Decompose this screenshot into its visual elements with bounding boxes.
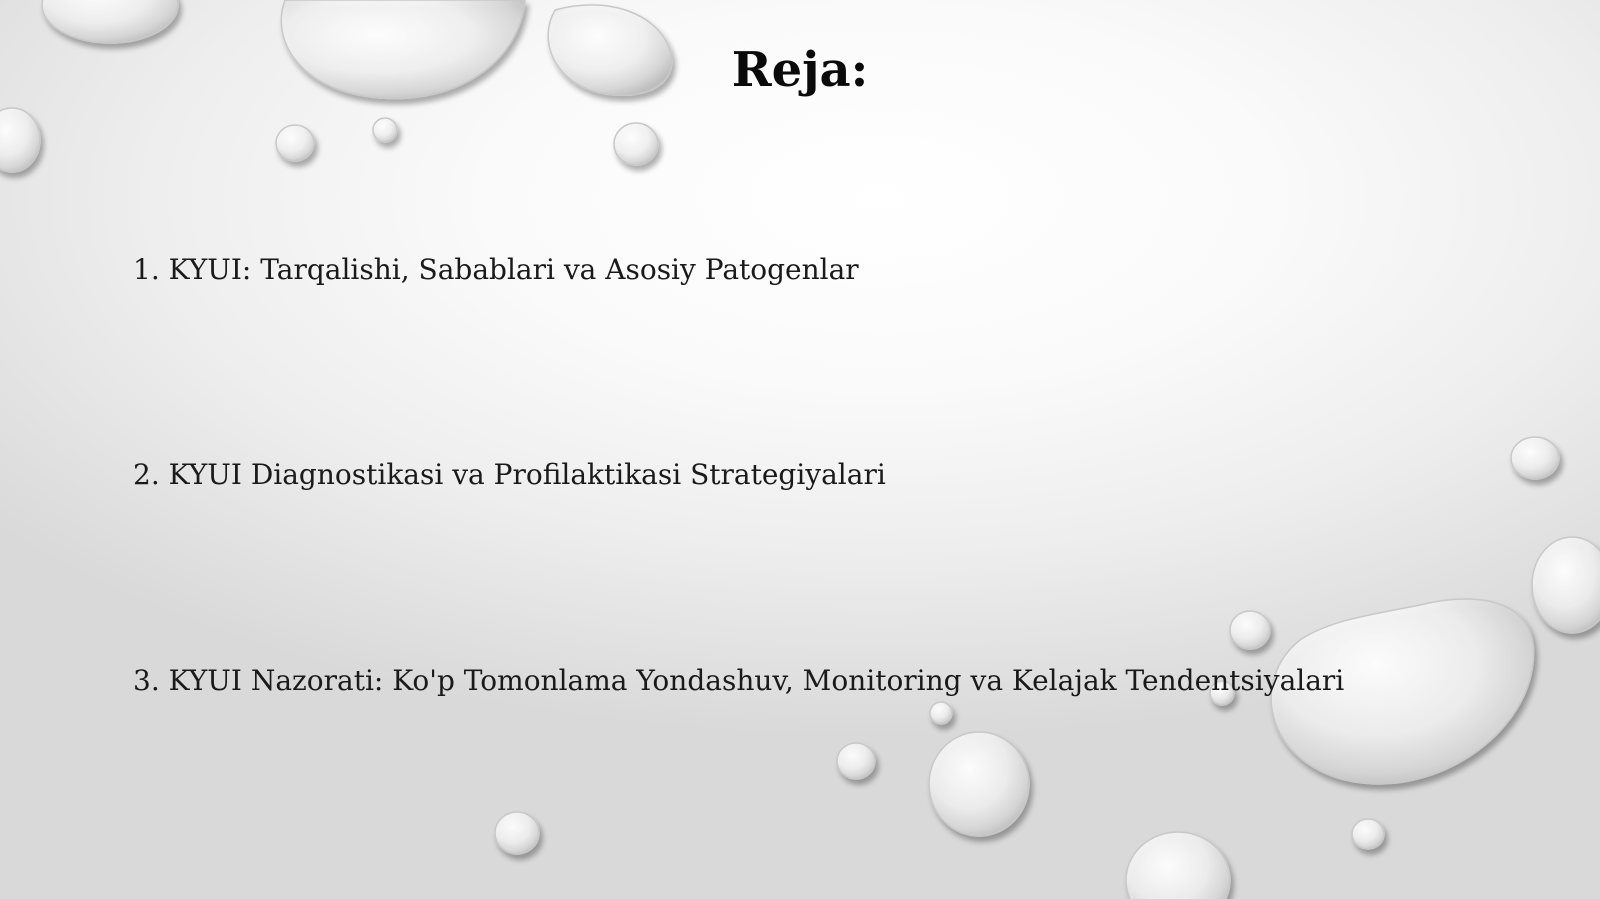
agenda-item-2: 2. KYUI Diagnostikasi va Profilaktikasi Strategiyalari bbox=[133, 458, 886, 491]
agenda-item-1: 1. KYUI: Tarqalishi, Sabablari va Asosiy Patogenlar bbox=[133, 253, 859, 286]
slide-title: Reja: bbox=[731, 42, 869, 98]
agenda-item-3: 3. KYUI Nazorati: Ko'p Tomonlama Yondashuv, Monitoring va Kelajak Tendentsiyalari bbox=[133, 664, 1345, 697]
